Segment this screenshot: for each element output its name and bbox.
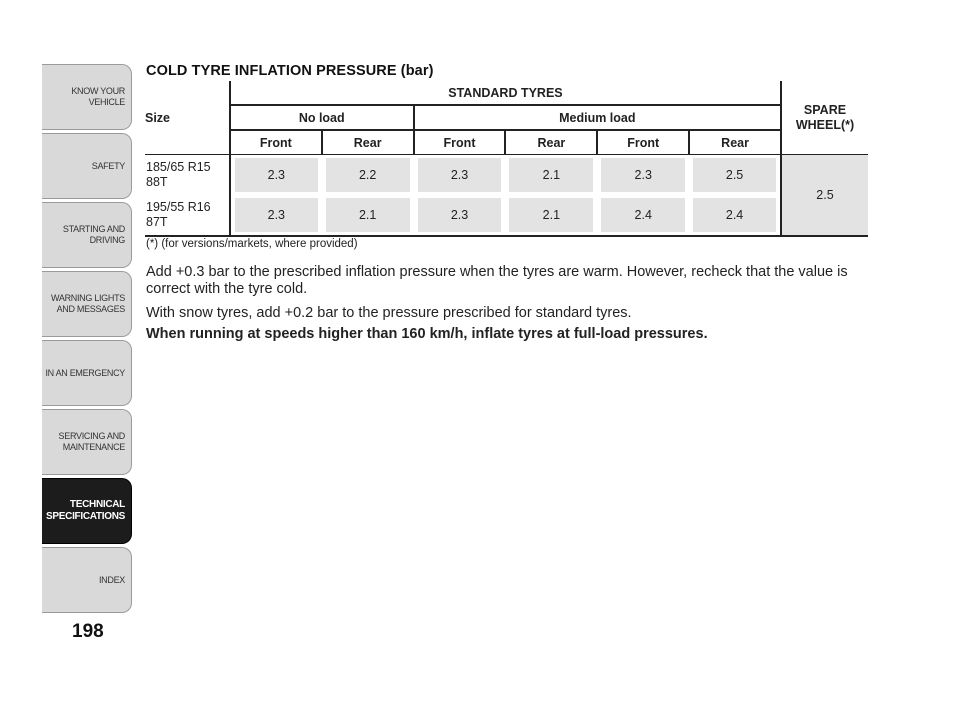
axle-header: Rear <box>505 130 597 155</box>
standard-tyres-header: STANDARD TYRES <box>230 81 781 105</box>
spare-wheel-pressure: 2.5 <box>781 155 868 237</box>
table-row <box>145 155 868 196</box>
tab-starting-and-driving[interactable]: STARTING AND DRIVING <box>42 202 132 268</box>
tab-in-an-emergency[interactable]: IN AN EMERGENCY <box>42 340 132 406</box>
no-load-header: No load <box>230 105 414 130</box>
pressure-cell: 2.5 <box>689 155 781 196</box>
pressure-cell: 2.3 <box>230 155 322 196</box>
tyre-size: 195/55 R16 87T <box>146 200 211 229</box>
axle-header: Rear <box>322 130 414 155</box>
tab-index[interactable]: INDEX <box>42 547 132 613</box>
pressure-cell: 2.3 <box>230 195 322 236</box>
pressure-cell: 2.2 <box>322 155 414 196</box>
pressure-cell: 2.3 <box>414 195 506 236</box>
spare-wheel-header: SPARE WHEEL(*) <box>781 81 868 155</box>
table-row <box>145 195 868 236</box>
pressure-cell: 2.1 <box>505 155 597 196</box>
pressure-cell: 2.3 <box>414 155 506 196</box>
tyre-size: 185/65 R15 88T <box>146 160 211 189</box>
section-title <box>146 63 434 79</box>
tab-warning-lights[interactable]: WARNING LIGHTS AND MESSAGES <box>42 271 132 337</box>
tab-servicing-and-maintenance[interactable]: SERVICING AND MAINTENANCE <box>42 409 132 475</box>
axle-header: Rear <box>689 130 781 155</box>
warm-tyres-paragraph: Add +0.3 bar to the prescribed inflation pressure when the tyres are warm. However, recheck that the value is correct with the tyre cold. <box>146 264 848 297</box>
axle-header: Front <box>230 130 322 155</box>
pressure-cell: 2.4 <box>689 195 781 236</box>
page-number: 198 <box>72 621 104 642</box>
axle-header: Front <box>597 130 689 155</box>
tab-safety[interactable]: SAFETY <box>42 133 132 199</box>
pressure-cell: 2.1 <box>322 195 414 236</box>
pressure-cell: 2.3 <box>597 155 689 196</box>
tab-technical-specifications[interactable]: TECHNICAL SPECIFICATIONS <box>42 478 132 544</box>
high-speed-paragraph: When running at speeds higher than 160 km/h, inflate tyres at full-load pressures. <box>146 326 708 342</box>
tab-know-your-vehicle[interactable]: KNOW YOUR VEHICLE <box>42 64 132 130</box>
pressure-cell: 2.1 <box>505 195 597 236</box>
tyre-pressure-table <box>145 81 868 237</box>
section-title-text: COLD TYRE INFLATION PRESSURE <box>146 63 397 79</box>
axle-header: Front <box>414 130 506 155</box>
size-header: Size <box>145 110 171 125</box>
footnote: (*) (for versions/markets, where provided) <box>146 238 358 250</box>
snow-tyres-paragraph: With snow tyres, add +0.2 bar to the pressure prescribed for standard tyres. <box>146 305 632 321</box>
pressure-cell: 2.4 <box>597 195 689 236</box>
section-title-unit: (bar) <box>400 63 434 79</box>
medium-load-header: Medium load <box>414 105 781 130</box>
